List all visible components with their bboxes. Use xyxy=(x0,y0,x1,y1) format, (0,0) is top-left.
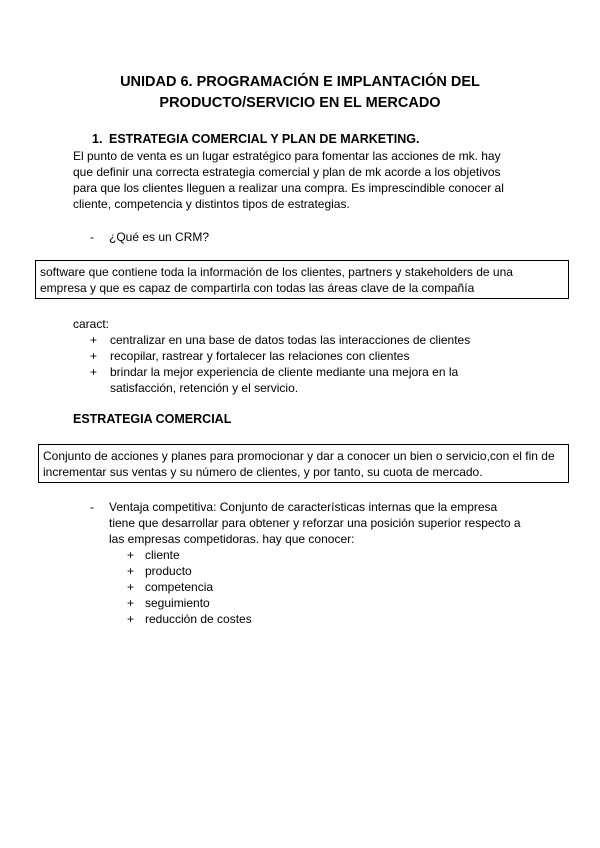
crm-definition-box: software que contiene toda la información de los clientes, partners y stakeholders de una empresa y que es capaz de compartirla con todas las áreas clave de la compañía xyxy=(35,260,569,299)
bullet-marker: + xyxy=(90,349,98,363)
estrategia-definition-box: Conjunto de acciones y planes para promocionar y dar a conocer un bien o servicio,con el fin de incrementar sus ventas y su número de clientes, y por tanto, su cuota de mercado. xyxy=(38,444,569,483)
ventaja-list xyxy=(127,547,427,627)
list-item xyxy=(127,611,427,627)
ventaja-text: Ventaja competitiva: Conjunto de características internas que la empresa tiene que desarrollar para obtener y reforzar una posición superior respecto a las empresas competidoras. hay que conocer: xyxy=(109,500,521,546)
bullet-marker: + xyxy=(127,564,135,578)
page-title-line1: UNIDAD 6. PROGRAMACIÓN E IMPLANTACIÓN DEL xyxy=(120,74,480,90)
list-item-text: producto xyxy=(145,564,192,578)
list-item xyxy=(90,364,550,396)
bullet-marker: + xyxy=(90,365,98,379)
page-title-line2: PRODUCTO/SERVICIO EN EL MERCADO xyxy=(159,95,441,111)
bullet-marker: + xyxy=(127,580,135,594)
bullet-marker: + xyxy=(127,548,135,562)
section-1-number: 1. xyxy=(92,132,103,146)
list-item-text: competencia xyxy=(145,580,214,594)
list-item xyxy=(127,595,427,611)
list-item xyxy=(127,563,427,579)
caract-label: caract: xyxy=(73,317,110,331)
list-item-text: centralizar en una base de datos todas las interacciones de clientes xyxy=(110,333,471,347)
list-item-text: reducción de costes xyxy=(145,612,252,626)
list-item-text: cliente xyxy=(145,548,180,562)
list-item-text: seguimiento xyxy=(145,596,210,610)
list-item-text: recopilar, rastrear y fortalecer las relaciones con clientes xyxy=(110,349,410,363)
bullet-marker: + xyxy=(127,596,135,610)
crm-question: ¿Qué es un CRM? xyxy=(109,230,210,244)
list-item-text: brindar la mejor experiencia de cliente mediante una mejora en la satisfacción, retención y el servicio. xyxy=(110,365,459,395)
list-item xyxy=(90,348,550,364)
section-1-paragraph: El punto de venta es un lugar estratégico para fomentar las acciones de mk. hay que definir una correcta estrategia comercial y plan de mk acorde a los objetivos para que los clientes lleguen a realizar una compra. Es imprescindible conocer al cliente, competencia y distintos tipos de estrategias. xyxy=(73,149,504,211)
ventaja-dash: - xyxy=(90,500,94,514)
list-item xyxy=(127,547,427,563)
crm-dash: - xyxy=(90,230,94,244)
bullet-marker: + xyxy=(127,612,135,626)
list-item xyxy=(127,579,427,595)
section-1-heading: ESTRATEGIA COMERCIAL Y PLAN DE MARKETING. xyxy=(109,132,420,146)
crm-features-list xyxy=(90,332,550,396)
list-item xyxy=(90,332,550,348)
estrategia-heading: ESTRATEGIA COMERCIAL xyxy=(73,412,232,426)
bullet-marker: + xyxy=(90,333,98,347)
